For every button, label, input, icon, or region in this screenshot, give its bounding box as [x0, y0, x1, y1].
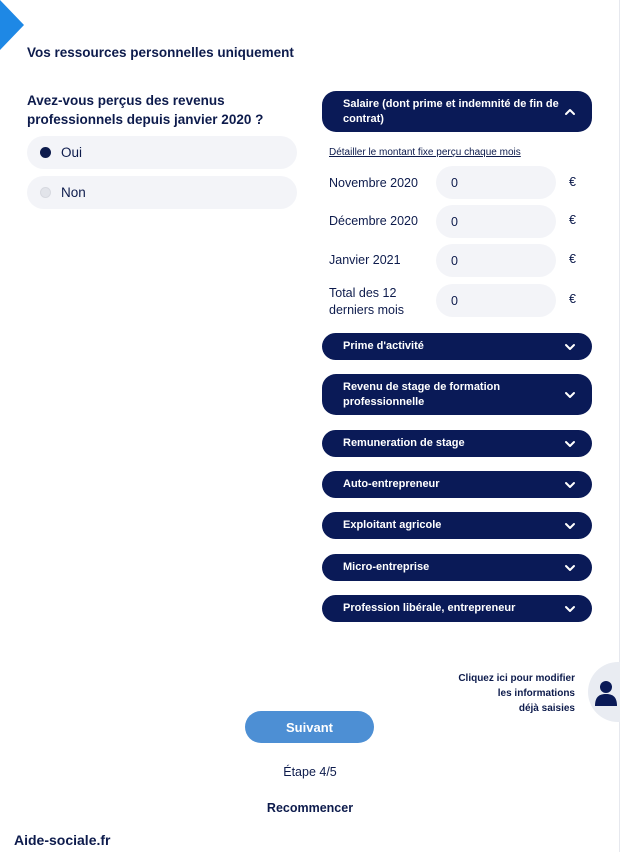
amount-input-novembre[interactable] — [436, 166, 556, 199]
brand-logo-text: Aide-sociale.fr — [14, 832, 111, 848]
radio-unselected-dot — [40, 187, 51, 198]
chevron-down-icon — [562, 477, 578, 493]
currency-label: € — [569, 292, 576, 306]
restart-link[interactable]: Recommencer — [266, 801, 354, 815]
accordion-auto-entrepreneur[interactable] — [322, 471, 592, 498]
amount-input-total[interactable] — [436, 284, 556, 317]
chevron-down-icon — [562, 601, 578, 617]
corner-arrow-decoration — [0, 0, 24, 50]
accordion-label: Micro-entreprise — [343, 561, 430, 573]
accordion-label: Auto-entrepreneur — [343, 478, 440, 490]
radio-label: Non — [61, 185, 86, 200]
chevron-down-icon — [562, 436, 578, 452]
edit-info-line: les informations — [497, 688, 575, 699]
accordion-label: Exploitant agricole — [343, 519, 442, 531]
chevron-down-icon — [562, 339, 578, 355]
currency-label: € — [569, 213, 576, 227]
chevron-down-icon — [562, 387, 578, 403]
accordion-label: Prime d'activité — [343, 340, 424, 352]
chevron-down-icon — [562, 560, 578, 576]
radio-option-non[interactable] — [27, 176, 297, 209]
month-label-janvier: Janvier 2021 — [329, 253, 401, 267]
amount-input-decembre[interactable] — [436, 205, 556, 238]
month-label-total: Total des 12 derniers mois — [329, 286, 405, 317]
edit-info-link[interactable] — [458, 671, 575, 716]
radio-option-oui[interactable] — [27, 136, 297, 169]
accordion-label: Remuneration de stage — [343, 437, 465, 449]
radio-selected-dot — [40, 147, 51, 158]
edit-info-line: Cliquez ici pour modifier — [458, 673, 575, 684]
edit-info-button[interactable] — [588, 662, 620, 722]
accordion-micro-entreprise[interactable] — [322, 554, 592, 581]
chevron-down-icon — [562, 518, 578, 534]
edit-info-line: déjà saisies — [518, 703, 575, 714]
user-icon — [595, 680, 617, 706]
step-indicator: Étape 4/5 — [283, 765, 337, 779]
section-title: Vos ressources personnelles uniquement — [27, 45, 294, 60]
accordion-profession-liberale[interactable] — [322, 595, 592, 622]
radio-label: Oui — [61, 145, 83, 160]
accordion-salaire[interactable] — [322, 91, 592, 132]
accordion-exploitant-agricole[interactable] — [322, 512, 592, 539]
currency-label: € — [569, 175, 576, 189]
accordion-label: Salaire (dont prime et indemnité de fin de contrat) — [343, 97, 559, 125]
accordion-remuneration-stage[interactable] — [322, 430, 592, 457]
accordion-label: Profession libérale, entrepreneur — [343, 602, 516, 614]
detail-monthly-link[interactable]: Détailler le montant fixe perçu chaque mois — [329, 147, 521, 158]
accordion-revenu-stage-formation[interactable] — [322, 374, 592, 415]
question-label: Avez-vous perçus des revenus professionnels depuis janvier 2020 ? — [27, 93, 264, 127]
amount-input-janvier[interactable] — [436, 244, 556, 277]
next-button[interactable]: Suivant — [245, 711, 374, 743]
chevron-up-icon — [562, 104, 578, 120]
month-label-novembre: Novembre 2020 — [329, 176, 418, 190]
accordion-prime-activite[interactable] — [322, 333, 592, 360]
accordion-label: Revenu de stage de formation professionnelle — [343, 380, 501, 408]
currency-label: € — [569, 252, 576, 266]
month-label-decembre: Décembre 2020 — [329, 214, 418, 228]
